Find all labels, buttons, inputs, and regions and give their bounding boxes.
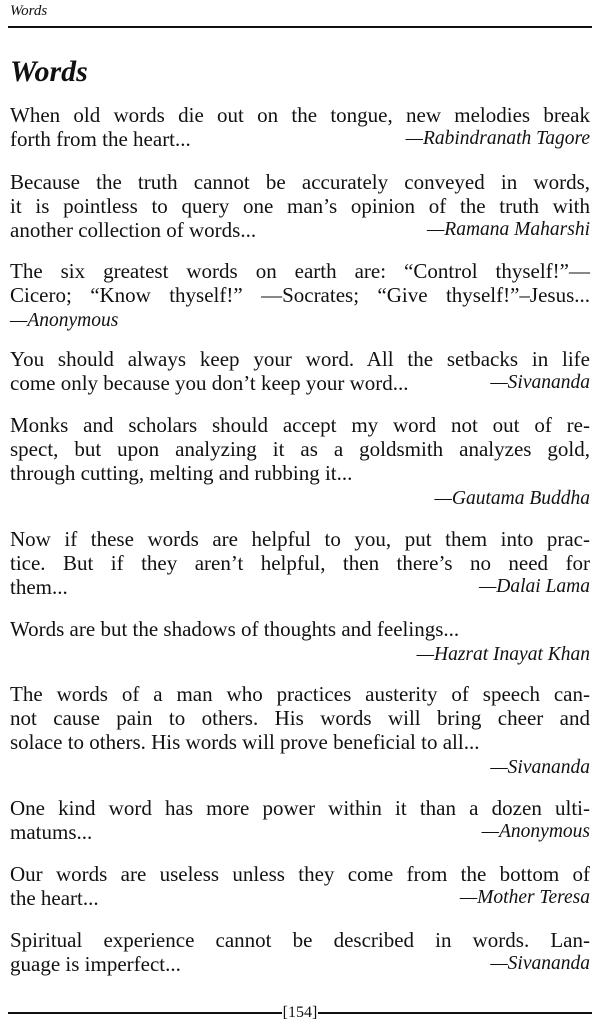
quote-text: come only because you don’t keep your word... [10, 371, 409, 395]
quote-author: —Dalai Lama [478, 576, 590, 597]
quote-author: —Sivananda [490, 953, 590, 974]
footer-rule-right [318, 1012, 592, 1014]
quote-author: —Anonymous [10, 310, 119, 331]
quote-text: forth from the heart... [10, 127, 191, 151]
quote-line: The words of a man who practices austerity of speech can- [10, 682, 590, 706]
quote-line [10, 307, 590, 331]
quote-line: Spiritual experience cannot be described in words. Lan- [10, 928, 590, 952]
quote-line: solace to others. His words will prove beneficial to all... [10, 730, 480, 754]
quote-line: You should always keep your word. All the setbacks in life [10, 347, 590, 371]
quote-line: it is pointless to query one man’s opinion of the truth with [10, 194, 590, 218]
quote-author: —Sivananda [490, 757, 590, 778]
quote-line: Monks and scholars should accept my word not out of re- [10, 413, 590, 437]
quote-line [10, 641, 590, 665]
quote-line: spect, but upon analyzing it as a goldsmith analyzes gold, [10, 437, 590, 461]
quote-line [10, 754, 590, 778]
quote-4 [10, 347, 590, 395]
quote-6 [10, 527, 590, 599]
quote-line [10, 127, 590, 151]
footer-rule-left [8, 1012, 282, 1014]
quote-line: tice. But if they aren’t helpful, then there’s no need for [10, 551, 590, 575]
quote-text: matums... [10, 820, 93, 844]
page-title: Words [10, 55, 88, 88]
quote-line: Our words are useless unless they come from the bottom of [10, 862, 590, 886]
quote-2 [10, 170, 590, 242]
quote-author: —Gautama Buddha [434, 488, 590, 509]
quote-line [10, 371, 590, 395]
quote-7 [10, 617, 590, 665]
quote-line [10, 218, 590, 242]
quote-11 [10, 928, 590, 976]
quote-line [10, 952, 590, 976]
quote-line [10, 820, 590, 844]
quote-line: through cutting, melting and rubbing it... [10, 461, 353, 485]
quote-text: another collection of words... [10, 218, 257, 242]
quote-text: them... [10, 575, 68, 599]
quote-line [10, 485, 590, 509]
quote-line: Now if these words are helpful to you, put them into prac- [10, 527, 590, 551]
quote-line: not cause pain to others. His words will bring cheer and [10, 706, 590, 730]
quote-3 [10, 259, 590, 331]
quote-text: guage is imperfect... [10, 952, 181, 976]
page-number: [154] [282, 1004, 318, 1021]
quote-line: Words are but the shadows of thoughts and feelings... [10, 617, 460, 641]
quote-1 [10, 103, 590, 151]
quote-line [10, 575, 590, 599]
quote-line: One kind word has more power within it than a dozen ulti- [10, 796, 590, 820]
page-footer [8, 1004, 592, 1022]
quote-line: Because the truth cannot be accurately conveyed in words, [10, 170, 590, 194]
quote-author: —Sivananda [490, 372, 590, 393]
quote-10 [10, 862, 590, 910]
quote-author: —Ramana Maharshi [426, 219, 590, 240]
running-head: Words [10, 3, 48, 19]
quote-9 [10, 796, 590, 844]
quote-line [10, 886, 590, 910]
quote-author: —Anonymous [481, 821, 590, 842]
quote-line: The six greatest words on earth are: “Control thyself!”— [10, 259, 590, 283]
quote-author: —Rabindranath Tagore [405, 128, 590, 149]
header-rule [8, 26, 592, 28]
quote-line: When old words die out on the tongue, new melodies break [10, 103, 590, 127]
quote-author: —Hazrat Inayat Khan [416, 644, 590, 665]
quote-author: —Mother Teresa [459, 887, 590, 908]
quote-8 [10, 682, 590, 778]
quote-text: the heart... [10, 886, 99, 910]
quote-line: Cicero; “Know thyself!” —Socrates; “Give thyself!”–Jesus... [10, 283, 590, 307]
quote-5 [10, 413, 590, 509]
